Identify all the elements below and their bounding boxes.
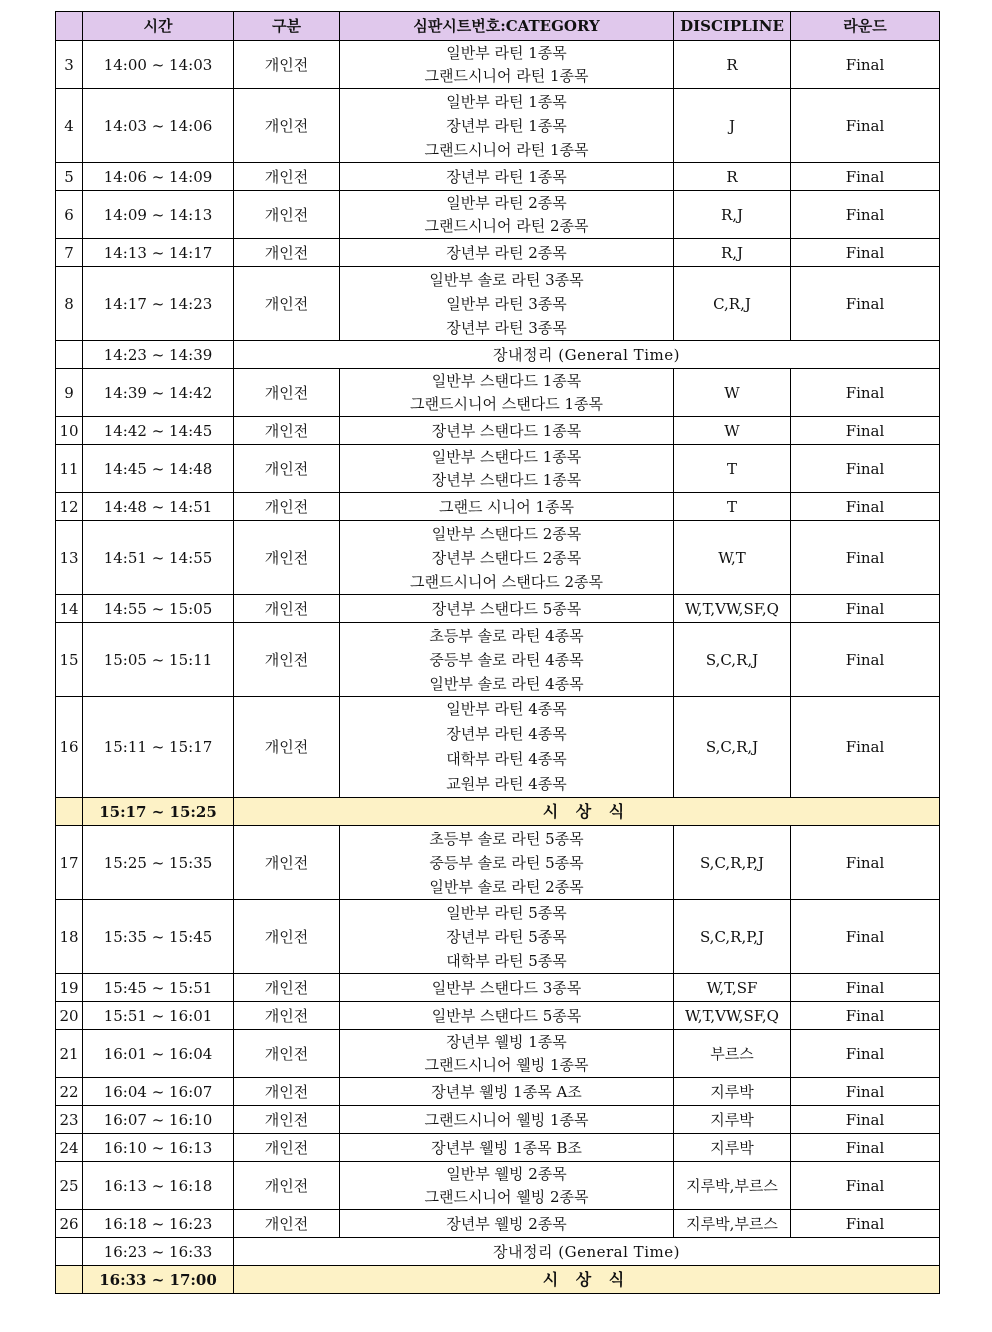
row-discipline: T <box>674 493 791 521</box>
row-categories <box>340 239 674 267</box>
table-row <box>56 826 940 900</box>
row-discipline: W <box>674 417 791 445</box>
row-type: 개인전 <box>234 521 340 595</box>
row-number: 11 <box>56 445 83 493</box>
general-time-row <box>56 1238 940 1266</box>
row-discipline: 지루박,부르스 <box>674 1210 791 1238</box>
row-number: 12 <box>56 493 83 521</box>
row-type: 개인전 <box>234 163 340 191</box>
row-round: Final <box>791 41 940 89</box>
row-type: 개인전 <box>234 89 340 163</box>
row-number: 25 <box>56 1162 83 1210</box>
row-round: Final <box>791 900 940 974</box>
row-categories <box>340 1134 674 1162</box>
row-discipline: T <box>674 445 791 493</box>
row-type: 개인전 <box>234 1106 340 1134</box>
row-type: 개인전 <box>234 900 340 974</box>
row-round: Final <box>791 1106 940 1134</box>
category-line: 그랜드시니어 웰빙 2종목 <box>424 1187 589 1206</box>
row-round: Final <box>791 521 940 595</box>
category-line: 초등부 솔로 라틴 5종목 <box>429 829 584 848</box>
category-line: 그랜드시니어 라틴 1종목 <box>424 66 589 85</box>
category-line: 그랜드시니어 라틴 1종목 <box>424 140 589 159</box>
row-time: 14:13 ~ 14:17 <box>83 239 234 267</box>
header-row <box>56 12 940 41</box>
row-round: Final <box>791 191 940 239</box>
row-type: 개인전 <box>234 1078 340 1106</box>
row-type: 개인전 <box>234 623 340 697</box>
row-round: Final <box>791 369 940 417</box>
row-discipline: J <box>674 89 791 163</box>
row-number: 23 <box>56 1106 83 1134</box>
row-type: 개인전 <box>234 239 340 267</box>
row-round: Final <box>791 826 940 900</box>
category-line: 그랜드시니어 스탠다드 1종목 <box>410 394 603 413</box>
category-line: 일반부 라틴 5종목 <box>446 903 567 922</box>
category-line: 장년부 라틴 3종목 <box>446 318 567 337</box>
row-round: Final <box>791 267 940 341</box>
header-category: 심판시트번호:CATEGORY <box>340 12 674 41</box>
row-discipline: S,C,R,J <box>674 697 791 798</box>
row-round: Final <box>791 1002 940 1030</box>
header-discipline: DISCIPLINE <box>674 12 791 41</box>
general-time-label: 장내정리 (General Time) <box>234 1238 940 1266</box>
row-categories <box>340 1002 674 1030</box>
table-row <box>56 445 940 493</box>
row-time: 16:10 ~ 16:13 <box>83 1134 234 1162</box>
row-time: 15:11 ~ 15:17 <box>83 697 234 798</box>
row-discipline: S,C,R,P,J <box>674 900 791 974</box>
row-number: 15 <box>56 623 83 697</box>
category-line: 일반부 스탠다드 3종목 <box>431 978 582 997</box>
category-line: 장년부 라틴 2종목 <box>446 243 567 262</box>
table-row <box>56 595 940 623</box>
row-categories <box>340 1078 674 1106</box>
general-time-label: 장내정리 (General Time) <box>234 341 940 369</box>
row-categories <box>340 595 674 623</box>
row-discipline: R,J <box>674 191 791 239</box>
row-time: 16:23 ~ 16:33 <box>83 1238 234 1266</box>
row-time: 14:23 ~ 14:39 <box>83 341 234 369</box>
header-round: 라운드 <box>791 12 940 41</box>
row-time: 16:33 ~ 17:00 <box>83 1266 234 1294</box>
category-line: 장년부 웰빙 1종목 <box>446 1032 567 1051</box>
table-row <box>56 239 940 267</box>
row-type: 개인전 <box>234 1134 340 1162</box>
category-line: 초등부 솔로 라틴 4종목 <box>429 626 584 645</box>
row-round: Final <box>791 1030 940 1078</box>
row-round: Final <box>791 493 940 521</box>
table-row <box>56 493 940 521</box>
row-time: 16:04 ~ 16:07 <box>83 1078 234 1106</box>
row-type: 개인전 <box>234 974 340 1002</box>
row-discipline: S,C,R,P,J <box>674 826 791 900</box>
row-categories <box>340 417 674 445</box>
row-number: 14 <box>56 595 83 623</box>
row-round: Final <box>791 1078 940 1106</box>
row-type: 개인전 <box>234 445 340 493</box>
row-categories <box>340 974 674 1002</box>
category-line: 그랜드시니어 라틴 2종목 <box>424 216 589 235</box>
table-row <box>56 974 940 1002</box>
category-line: 일반부 솔로 라틴 2종목 <box>429 877 584 896</box>
row-number: 22 <box>56 1078 83 1106</box>
row-categories <box>340 1210 674 1238</box>
category-line: 장년부 웰빙 1종목 B조 <box>431 1138 582 1157</box>
row-time: 16:07 ~ 16:10 <box>83 1106 234 1134</box>
row-number: 21 <box>56 1030 83 1078</box>
row-time: 14:03 ~ 14:06 <box>83 89 234 163</box>
row-categories <box>340 191 674 239</box>
row-number: 17 <box>56 826 83 900</box>
header-time: 시간 <box>83 12 234 41</box>
category-line: 장년부 웰빙 1종목 A조 <box>431 1082 582 1101</box>
row-time: 14:51 ~ 14:55 <box>83 521 234 595</box>
row-time: 15:35 ~ 15:45 <box>83 900 234 974</box>
row-time: 15:17 ~ 15:25 <box>83 798 234 826</box>
category-line: 중등부 솔로 라틴 4종목 <box>429 650 584 669</box>
category-line: 대학부 라틴 4종목 <box>446 750 567 768</box>
category-line: 일반부 라틴 2종목 <box>446 193 567 212</box>
row-type: 개인전 <box>234 417 340 445</box>
category-line: 일반부 라틴 1종목 <box>446 92 567 111</box>
row-time: 14:17 ~ 14:23 <box>83 267 234 341</box>
row-discipline: 지루박 <box>674 1134 791 1162</box>
category-line: 교원부 라틴 4종목 <box>446 775 567 793</box>
table-row <box>56 1002 940 1030</box>
row-categories <box>340 267 674 341</box>
category-line: 중등부 솔로 라틴 5종목 <box>429 853 584 872</box>
row-round: Final <box>791 974 940 1002</box>
row-discipline: S,C,R,J <box>674 623 791 697</box>
category-line: 장년부 스탠다드 1종목 <box>431 421 582 440</box>
schedule-table <box>55 11 940 1294</box>
category-line: 일반부 스탠다드 2종목 <box>431 524 582 543</box>
row-number <box>56 1266 83 1294</box>
row-categories <box>340 445 674 493</box>
row-number <box>56 798 83 826</box>
award-ceremony-row <box>56 798 940 826</box>
row-number: 19 <box>56 974 83 1002</box>
row-time: 16:13 ~ 16:18 <box>83 1162 234 1210</box>
row-number: 20 <box>56 1002 83 1030</box>
category-line: 장년부 스탠다드 2종목 <box>431 548 582 567</box>
row-time: 15:45 ~ 15:51 <box>83 974 234 1002</box>
row-discipline: 지루박 <box>674 1078 791 1106</box>
row-round: Final <box>791 1210 940 1238</box>
table-row <box>56 163 940 191</box>
row-discipline: 지루박,부르스 <box>674 1162 791 1210</box>
row-categories <box>340 697 674 798</box>
category-line: 일반부 라틴 1종목 <box>446 43 567 62</box>
row-type: 개인전 <box>234 1210 340 1238</box>
schedule-body <box>56 41 940 1294</box>
category-line: 일반부 스탠다드 1종목 <box>431 447 582 466</box>
table-row <box>56 41 940 89</box>
row-number: 10 <box>56 417 83 445</box>
category-line: 장년부 웰빙 2종목 <box>446 1214 567 1233</box>
row-number <box>56 1238 83 1266</box>
table-row <box>56 697 940 798</box>
row-discipline: W,T,VW,SF,Q <box>674 1002 791 1030</box>
row-number: 9 <box>56 369 83 417</box>
row-round: Final <box>791 445 940 493</box>
row-time: 14:09 ~ 14:13 <box>83 191 234 239</box>
header-type: 구분 <box>234 12 340 41</box>
row-number: 7 <box>56 239 83 267</box>
category-line: 장년부 라틴 1종목 <box>446 167 567 186</box>
row-time: 15:05 ~ 15:11 <box>83 623 234 697</box>
row-type: 개인전 <box>234 1162 340 1210</box>
row-categories <box>340 493 674 521</box>
category-line: 일반부 스탠다드 5종목 <box>431 1006 582 1025</box>
row-time: 14:39 ~ 14:42 <box>83 369 234 417</box>
row-type: 개인전 <box>234 826 340 900</box>
header-no <box>56 12 83 41</box>
category-line: 그랜드시니어 웰빙 1종목 <box>424 1110 589 1129</box>
row-type: 개인전 <box>234 1030 340 1078</box>
category-line: 장년부 스탠다드 1종목 <box>431 470 582 489</box>
row-round: Final <box>791 417 940 445</box>
table-row <box>56 1134 940 1162</box>
row-time: 14:55 ~ 15:05 <box>83 595 234 623</box>
table-row <box>56 267 940 341</box>
row-type: 개인전 <box>234 191 340 239</box>
table-row <box>56 521 940 595</box>
row-discipline: C,R,J <box>674 267 791 341</box>
row-round: Final <box>791 89 940 163</box>
row-discipline: R <box>674 41 791 89</box>
row-number: 3 <box>56 41 83 89</box>
row-type: 개인전 <box>234 41 340 89</box>
row-categories <box>340 623 674 697</box>
row-time: 15:51 ~ 16:01 <box>83 1002 234 1030</box>
table-row <box>56 1210 940 1238</box>
category-line: 일반부 솔로 라틴 3종목 <box>429 270 584 289</box>
row-round: Final <box>791 595 940 623</box>
row-number: 26 <box>56 1210 83 1238</box>
row-discipline: W,T,SF <box>674 974 791 1002</box>
row-categories <box>340 826 674 900</box>
row-time: 14:00 ~ 14:03 <box>83 41 234 89</box>
category-line: 일반부 스탠다드 1종목 <box>431 371 582 390</box>
row-categories <box>340 900 674 974</box>
row-round: Final <box>791 163 940 191</box>
row-type: 개인전 <box>234 493 340 521</box>
row-number: 13 <box>56 521 83 595</box>
row-number: 5 <box>56 163 83 191</box>
award-ceremony-label: 시 상 식 <box>234 798 940 826</box>
row-type: 개인전 <box>234 369 340 417</box>
row-type: 개인전 <box>234 267 340 341</box>
row-round: Final <box>791 1134 940 1162</box>
table-row <box>56 89 940 163</box>
row-round: Final <box>791 697 940 798</box>
category-line: 장년부 스탠다드 5종목 <box>431 599 582 618</box>
row-categories <box>340 1162 674 1210</box>
table-row <box>56 623 940 697</box>
row-round: Final <box>791 239 940 267</box>
category-line: 일반부 라틴 3종목 <box>446 294 567 313</box>
row-round: Final <box>791 623 940 697</box>
row-time: 16:18 ~ 16:23 <box>83 1210 234 1238</box>
row-number: 8 <box>56 267 83 341</box>
row-type: 개인전 <box>234 697 340 798</box>
category-line: 일반부 라틴 4종목 <box>446 700 567 718</box>
award-ceremony-row <box>56 1266 940 1294</box>
row-categories <box>340 1106 674 1134</box>
category-line: 장년부 라틴 4종목 <box>446 725 567 743</box>
category-line: 장년부 라틴 1종목 <box>446 116 567 135</box>
award-ceremony-label: 시 상 식 <box>234 1266 940 1294</box>
row-number: 24 <box>56 1134 83 1162</box>
general-time-row <box>56 341 940 369</box>
row-round: Final <box>791 1162 940 1210</box>
row-categories <box>340 163 674 191</box>
table-row <box>56 369 940 417</box>
row-categories <box>340 89 674 163</box>
table-row <box>56 900 940 974</box>
row-discipline: 부르스 <box>674 1030 791 1078</box>
row-time: 14:48 ~ 14:51 <box>83 493 234 521</box>
row-type: 개인전 <box>234 595 340 623</box>
category-line: 그랜드 시니어 1종목 <box>438 497 574 516</box>
row-time: 14:42 ~ 14:45 <box>83 417 234 445</box>
table-row <box>56 417 940 445</box>
row-time: 16:01 ~ 16:04 <box>83 1030 234 1078</box>
row-discipline: W,T,VW,SF,Q <box>674 595 791 623</box>
row-discipline: R,J <box>674 239 791 267</box>
row-time: 14:06 ~ 14:09 <box>83 163 234 191</box>
category-line: 장년부 라틴 5종목 <box>446 927 567 946</box>
row-number: 6 <box>56 191 83 239</box>
category-line: 일반부 웰빙 2종목 <box>446 1164 567 1183</box>
row-number: 18 <box>56 900 83 974</box>
table-row <box>56 1030 940 1078</box>
row-discipline: W,T <box>674 521 791 595</box>
row-categories <box>340 521 674 595</box>
row-time: 14:45 ~ 14:48 <box>83 445 234 493</box>
table-row <box>56 1106 940 1134</box>
row-number <box>56 341 83 369</box>
row-categories <box>340 1030 674 1078</box>
row-number: 4 <box>56 89 83 163</box>
table-row <box>56 191 940 239</box>
row-type: 개인전 <box>234 1002 340 1030</box>
row-discipline: 지루박 <box>674 1106 791 1134</box>
row-categories <box>340 369 674 417</box>
row-number: 16 <box>56 697 83 798</box>
row-discipline: R <box>674 163 791 191</box>
category-line: 그랜드시니어 웰빙 1종목 <box>424 1055 589 1074</box>
category-line: 일반부 솔로 라틴 4종목 <box>429 674 584 693</box>
category-line: 대학부 라틴 5종목 <box>446 951 567 970</box>
row-discipline: W <box>674 369 791 417</box>
category-line: 그랜드시니어 스탠다드 2종목 <box>410 572 603 591</box>
table-row <box>56 1078 940 1106</box>
table-row <box>56 1162 940 1210</box>
row-categories <box>340 41 674 89</box>
row-time: 15:25 ~ 15:35 <box>83 826 234 900</box>
